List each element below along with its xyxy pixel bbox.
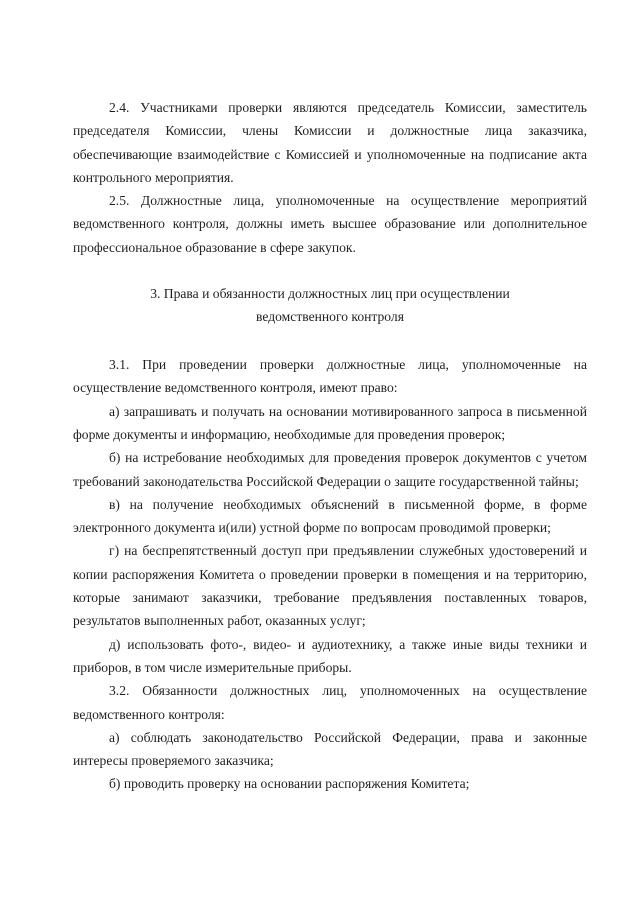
paragraph-3-1-g: г) на беспрепятственный доступ при предъявлении служебных удостоверений и копии распоряжения Комитета о проведении проверки в помещения и на территорию, которые занимают заказчики, требование предъявления поставленных товаров, результатов выполненных работ, оказанных услуг; <box>73 543 587 629</box>
section-3-heading <box>73 282 587 328</box>
paragraph-3-2-b: б) проводить проверку на основании распоряжения Комитета; <box>109 776 470 792</box>
paragraph-3-1: 3.1. При проведении проверки должностные лица, уполномоченные на осуществление ведомственного контроля, имеют право: <box>73 357 587 396</box>
paragraph-3-1-b: б) на истребование необходимых для проведения проверок документов с учетом требований законодательства Российской Федерации о защите государственной тайны; <box>73 450 587 489</box>
paragraph-3-2-a: а) соблюдать законодательство Российской Федерации, права и законные интересы проверяемого заказчика; <box>73 729 587 769</box>
paragraph-2-4: 2.4. Участниками проверки являются председатель Комиссии, заместитель председателя Комиссии, члены Комиссии и должностные лица заказчика, обеспечивающие взаимодействие с Комиссией и уполномоченные на подписание акта контрольного мероприятия. <box>73 100 587 185</box>
paragraph-2-5: 2.5. Должностные лица, уполномоченные на осуществление мероприятий ведомственного контроля, должны иметь высшее образование или дополнительное профессиональное образование в сфере закупок. <box>73 193 587 255</box>
section-3-title-line-1: 3. Права и обязанности должностных лиц при осуществлении <box>150 286 510 302</box>
paragraph-3-1-v: в) на получение необходимых объяснений в письменной форме, в форме электронного документа и(или) устной форме по вопросам проводимой проверки; <box>73 496 587 536</box>
paragraph-3-2: 3.2. Обязанности должностных лиц, уполномоченных на осуществление ведомственного контроля: <box>73 683 587 722</box>
section-3-title-line-2: ведомственного контроля <box>256 309 404 325</box>
paragraph-3-1-a: а) запрашивать и получать на основании мотивированного запроса в письменной форме документы и информацию, необходимые для проведения проверок; <box>73 403 587 442</box>
paragraph-3-1-d: д) использовать фото-, видео- и аудиотехнику, а также иные виды техники и приборов, в том числе измерительные приборы. <box>73 636 587 675</box>
